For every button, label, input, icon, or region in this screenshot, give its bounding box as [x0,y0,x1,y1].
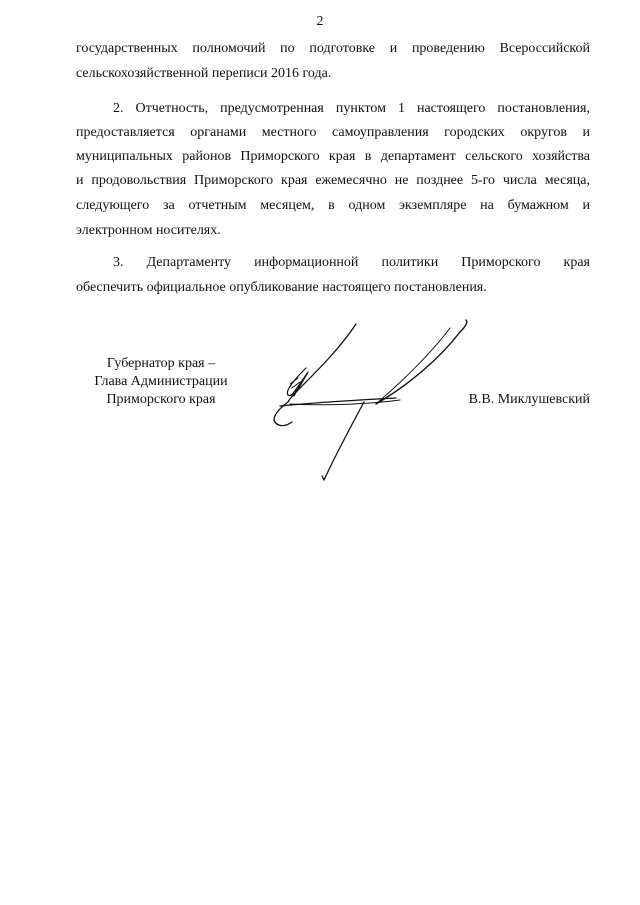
text-line: и продовольствия Приморского края ежемесячно не позднее 5-го числа месяца, [76,173,590,188]
text-line: следующего за отчетным месяцем, в одном экземпляре на бумажном и [76,198,590,213]
text-line: сельскохозяйственной переписи 2016 года. [76,66,332,81]
signatory-title-line: Глава Администрации [94,374,228,389]
page-number: 2 [316,14,324,29]
handwritten-signature [260,318,480,488]
text-line: обеспечить официальное опубликование настоящего постановления. [76,280,487,295]
signatory-title-line: Губернатор края – [106,356,216,371]
text-line: муниципальных районов Приморского края в департамент сельского хозяйства [76,149,590,164]
text-line: государственных полномочий по подготовке и проведению Всероссийской [76,41,590,56]
text-line: 3. Департаменту информационной политики Приморского края [113,255,590,270]
text-line: 2. Отчетность, предусмотренная пунктом 1 настоящего постановления, [113,101,590,116]
signatory-title-line: Приморского края [106,392,216,407]
text-line: электронном носителях. [76,223,221,238]
signatory-name: В.В. Миклушевский [468,392,590,407]
text-line: предоставляется органами местного самоуправления городских округов и [76,125,590,140]
